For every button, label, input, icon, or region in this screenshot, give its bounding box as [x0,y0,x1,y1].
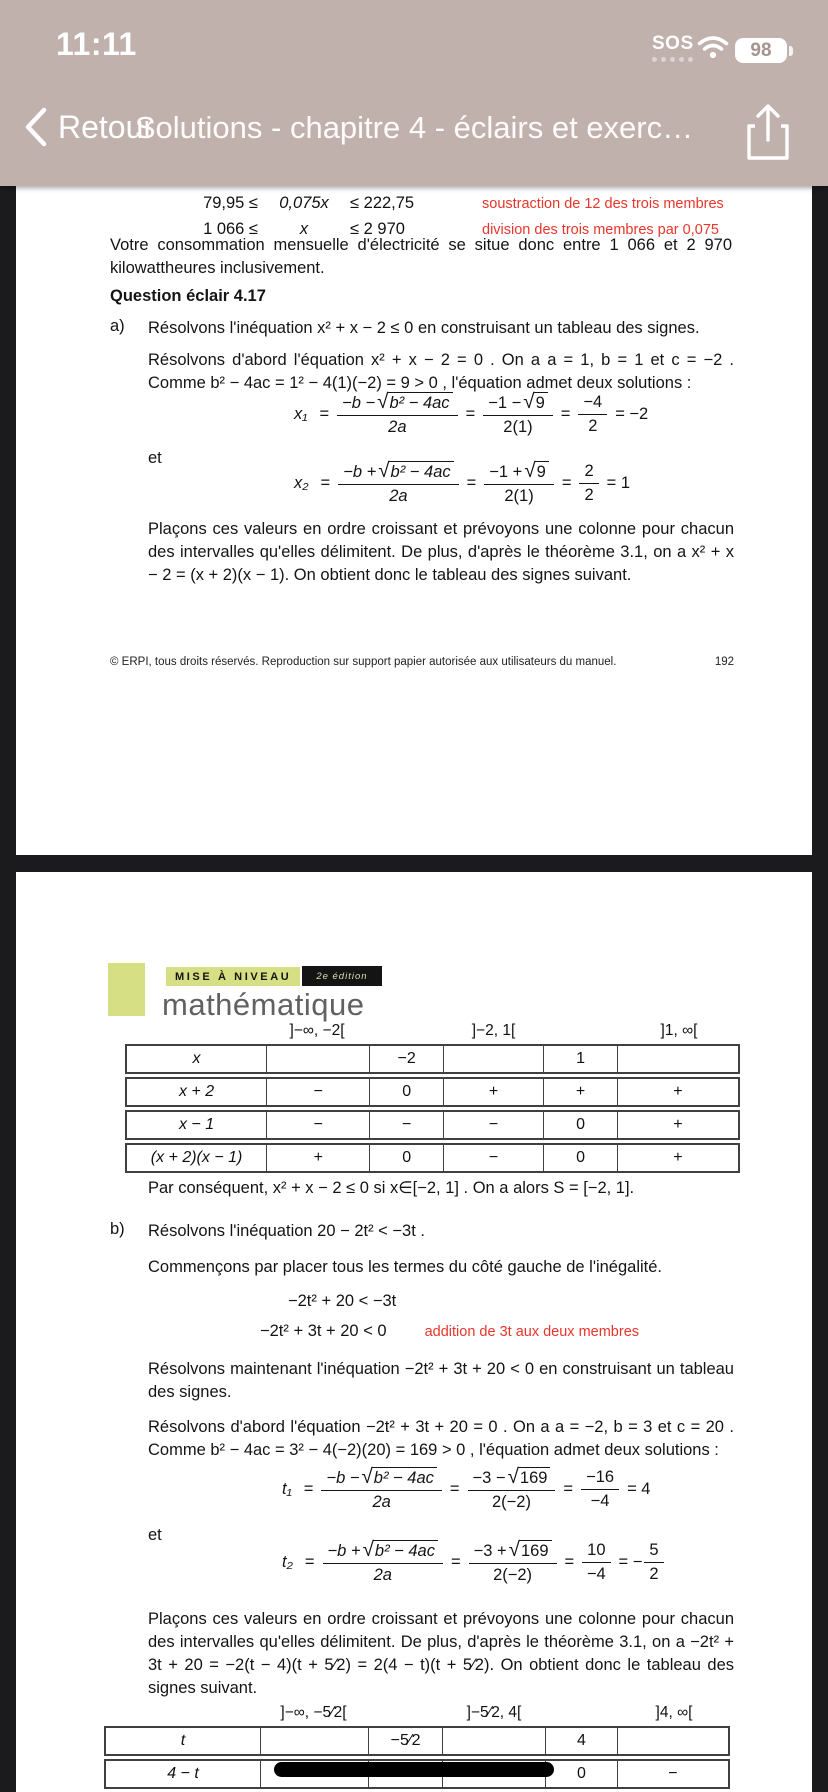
connector-et: et [148,449,162,467]
cellular-status [652,34,694,62]
equation-line-2: −2t² + 3t + 20 < 0 addition de 3t aux deux membres [260,1322,640,1340]
table-row: x + 2 − 0 + + + [125,1077,740,1107]
share-button[interactable] [742,102,794,169]
battery-indicator [735,38,793,63]
connector-et: et [148,1526,162,1544]
share-icon [742,102,794,164]
item-a-text: Résolvons l'inéquation x² + x − 2 ≤ 0 en construisant un tableau des signes. [148,319,700,337]
logo-green-square [108,963,145,1016]
signal-dots-icon [652,57,694,62]
back-button-label[interactable]: Retour [58,108,155,145]
sign-table-1 [125,1044,740,1176]
copyright-text: © ERPI, tous droits réservés. Reproduction sur support papier autorisée aux utilisateurs du manuel. [110,656,617,668]
equation-x1: x₁ = −b − √ b² − 4ac 2a = −1 − √ 9 2(1) = $\frac{-4}{2}$ = −2 [294,390,649,436]
battery-percent: 98 [735,38,787,63]
table2-interval-labels: ]−∞, −5⁄2[ ]−5⁄2, 4[ ]4, ∞[ [280,1704,693,1721]
table1-interval-labels: ]−∞, −2[ ]−2, 1[ ]1, ∞[ [289,1022,698,1039]
navigation-header [0,0,828,186]
paragraph-placons: Plaçons ces valeurs en ordre croissant et prévoyons une colonne pour chacun des intervalles qu'elles délimitent. De plus, d'après le théorème 3.1, on a x² + x − 2 = (x + 2)(x − 1). On obtient donc le tableau des signes suivant. [148,520,734,585]
page-number: 192 [714,656,734,668]
equation-t2: t₂ = −b + √ b² − 4ac 2a = −3 + √ 169 2(−2) = $\frac{10}{-4}$ = − $\frac{5}{2}$ [282,1540,666,1585]
page-footer [110,656,734,668]
paragraph-consumption: Votre consommation mensuelle d'électricité se situe donc entre 1 066 et 2 970 kilowattheures inclusivement. [110,236,732,278]
nav-bar [0,100,828,164]
section-heading: Question éclair 4.17 [110,287,266,305]
paragraph-commencons: Commençons par placer tous les termes du côté gauche de l'inégalité. [148,1258,663,1276]
status-time: 11:11 [56,26,137,62]
paragraph-maintenant: Résolvons maintenant l'inéquation −2t² + 3t + 20 < 0 en construisant un tableau des signes. [148,1360,734,1402]
step-annotation: soustraction de 12 des trois membres [482,196,724,212]
textbook-logo [162,966,382,1023]
pdf-page-192 [16,186,812,855]
wifi-icon [697,36,729,64]
table-row: 4 − t 0 − [104,1759,730,1789]
paragraph-solve-equation: Résolvons d'abord l'équation x² + x − 2 = 0 . On a a = 1, b = 1 et c = −2 . Comme b² − 4ac = 1² − 4(1)(−2) = 9 > 0 , l'équation admet deux solutions : [148,351,734,393]
battery-cap [789,46,793,56]
paragraph-dabord: Résolvons d'abord l'équation −2t² + 3t + 20 = 0 . On a a = −2, b = 3 et c = 20 . Comme b² − 4ac = 3² − 4(−2)(20) = 169 > 0 , l'équation admet deux solutions : [148,1418,734,1460]
item-b-text: Résolvons l'inéquation 20 − 2t² < −3t . [148,1222,425,1240]
paragraph-placons-2: Plaçons ces valeurs en ordre croissant et prévoyons une colonne pour chacun des intervalles qu'elles délimitent. De plus, d'après le théorème 3.1, on a −2t² + 3t + 20 = −2(t − 4)(t + 5⁄2) = 2(4 − t)(t + 5⁄2). On obtient donc le tableau des signes suivant. [148,1610,734,1698]
equation-t1: t₁ = −b − √ b² − 4ac 2a = −3 − √ 169 2(−2) = $\frac{-16}{-4}$ = 4 [282,1465,651,1511]
paragraph-consequent: Par conséquent, x² + x − 2 ≤ 0 si x∈[−2, 1] . On a alors S = [−2, 1]. [148,1179,635,1197]
item-a [110,317,734,340]
chevron-left-icon [24,106,48,148]
home-indicator[interactable] [274,1762,554,1777]
inequality-step-row: 1 066 ≤ x ≤ 2 970 division des trois membres par 0,075 [203,220,719,238]
item-a-label: a) [110,317,125,335]
sos-label: SOS [652,33,694,54]
table-row: x − 1 − − − 0 + [125,1110,740,1140]
table-row: (x + 2)(x − 1) + 0 − 0 + [125,1143,740,1173]
table-row: x −2 1 [125,1044,740,1074]
document-title: Solutions - chapitre 4 - éclairs et exerc… [134,110,694,145]
logo-title: mathématique [162,987,365,1022]
step-annotation: division des trois membres par 0,075 [482,222,719,238]
pdf-page-next [16,872,812,1792]
sign-table-2 [104,1726,730,1792]
logo-banner: MISE À NIVEAU [166,967,300,986]
item-b [110,1220,734,1243]
inequality-step-row: 79,95 ≤ 0,075x ≤ 222,75 soustraction de 12 des trois membres [203,194,724,212]
step-annotation: addition de 3t aux deux membres [424,1324,640,1340]
equation-x2: x₂ = −b + √ b² − 4ac 2a = −1 + √ 9 2(1) = $\frac{2}{2}$ = 1 [294,459,631,505]
equation-line-1: −2t² + 20 < −3t [288,1292,397,1310]
item-b-label: b) [110,1220,125,1238]
table-row: t −5⁄2 4 [104,1726,730,1756]
logo-edition-badge: 2e édition [302,966,381,986]
